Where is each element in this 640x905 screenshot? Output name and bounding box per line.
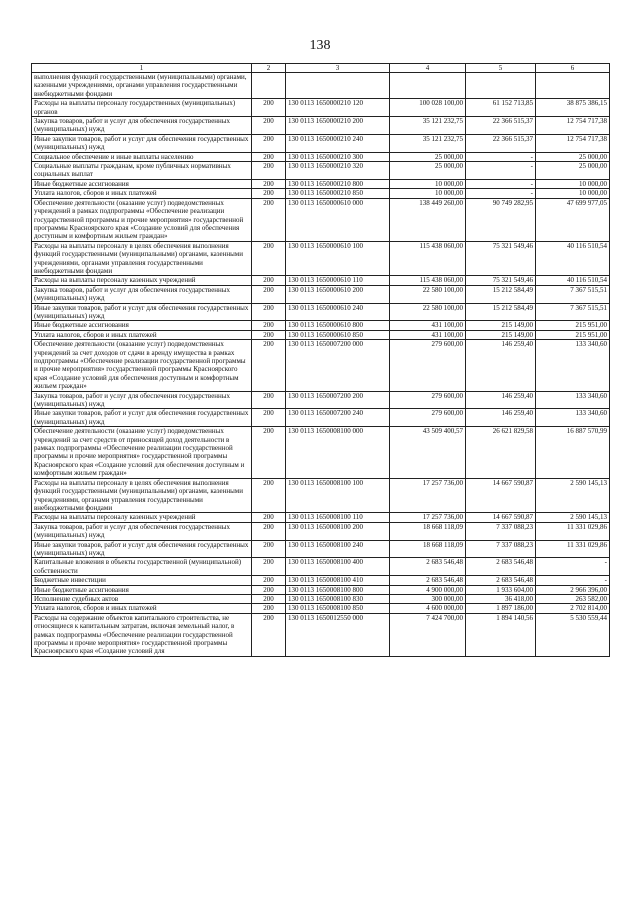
row-executed-amount-cell: 90 749 282,95: [466, 198, 536, 241]
row-name-cell: Социальное обеспечение и иные выплаты населению: [32, 152, 252, 161]
row-assigned-amount-cell: 18 668 118,09: [390, 540, 466, 558]
row-classification-cell: 130 0113 1650008100 400: [286, 558, 390, 576]
row-classification-cell: 130 0113 1650012550 000: [286, 613, 390, 656]
table-row: [32, 99, 610, 117]
row-name-cell: выполнения функций государственными (муниципальными) органами, казенными учреждениями, органами управления государственными внебюджетными фондами: [32, 73, 252, 99]
row-executed-amount-cell: [466, 73, 536, 99]
row-classification-cell: 130 0113 1650008100 000: [286, 427, 390, 478]
row-executed-amount-cell: 26 621 829,58: [466, 427, 536, 478]
row-unexecuted-amount-cell: 47 699 977,05: [536, 198, 610, 241]
table-row: [32, 604, 610, 613]
table-row: [32, 198, 610, 241]
row-unexecuted-amount-cell: 12 754 717,38: [536, 117, 610, 135]
column-header-2: 2: [252, 64, 286, 73]
row-executed-amount-cell: 7 337 088,23: [466, 540, 536, 558]
table-row: [32, 478, 610, 513]
row-code-cell: 200: [252, 594, 286, 603]
row-classification-cell: 130 0113 1650000210 850: [286, 189, 390, 198]
row-unexecuted-amount-cell: 2 590 145,13: [536, 513, 610, 522]
row-executed-amount-cell: 2 683 546,48: [466, 558, 536, 576]
row-unexecuted-amount-cell: 7 367 515,51: [536, 285, 610, 303]
table-row: [32, 558, 610, 576]
row-classification-cell: 130 0113 1650000210 200: [286, 117, 390, 135]
row-name-cell: Закупка товаров, работ и услуг для обеспечения государственных (муниципальных) нужд: [32, 117, 252, 135]
table-row: [32, 73, 610, 99]
row-name-cell: Обеспечение деятельности (оказание услуг) подведомственных учреждений за счет доходов от сдачи в аренду имущества в рамках подпрограммы «Обеспечение реализации государственной программы и прочие мероприятия» государственной программы Красноярского края «Создание условий для обеспечения доступным и комфортным жильем граждан»: [32, 340, 252, 391]
row-assigned-amount-cell: 4 900 000,00: [390, 585, 466, 594]
table-row: [32, 340, 610, 391]
table-row: [32, 513, 610, 522]
row-assigned-amount-cell: 431 100,00: [390, 330, 466, 339]
page-number: 138: [309, 38, 331, 53]
row-classification-cell: 130 0113 1650007200 000: [286, 340, 390, 391]
row-code-cell: 200: [252, 179, 286, 188]
row-assigned-amount-cell: 4 600 000,00: [390, 604, 466, 613]
row-classification-cell: 130 0113 1650008100 850: [286, 604, 390, 613]
row-name-cell: Уплата налогов, сборов и иных платежей: [32, 604, 252, 613]
row-unexecuted-amount-cell: 263 582,00: [536, 594, 610, 603]
row-classification-cell: 130 0113 1650000210 120: [286, 99, 390, 117]
row-assigned-amount-cell: [390, 73, 466, 99]
table-row: [32, 303, 610, 321]
table-row: [32, 409, 610, 427]
row-unexecuted-amount-cell: 133 340,60: [536, 409, 610, 427]
row-unexecuted-amount-cell: 40 116 510,54: [536, 276, 610, 285]
row-executed-amount-cell: 1 894 140,56: [466, 613, 536, 656]
row-assigned-amount-cell: 18 668 118,09: [390, 522, 466, 540]
row-code-cell: 200: [252, 189, 286, 198]
row-assigned-amount-cell: 35 121 232,75: [390, 117, 466, 135]
row-classification-cell: 130 0113 1650000610 240: [286, 303, 390, 321]
row-classification-cell: 130 0113 1650008100 200: [286, 522, 390, 540]
row-code-cell: 200: [252, 478, 286, 513]
row-code-cell: 200: [252, 427, 286, 478]
row-classification-cell: 130 0113 1650000610 850: [286, 330, 390, 339]
row-unexecuted-amount-cell: 5 530 559,44: [536, 613, 610, 656]
row-classification-cell: 130 0113 1650008100 100: [286, 478, 390, 513]
row-assigned-amount-cell: 115 438 060,00: [390, 241, 466, 276]
row-executed-amount-cell: 14 667 590,87: [466, 513, 536, 522]
row-name-cell: Иные закупки товаров, работ и услуг для обеспечения государственных (муниципальных) нужд: [32, 540, 252, 558]
row-code-cell: 200: [252, 585, 286, 594]
table-row: [32, 276, 610, 285]
row-unexecuted-amount-cell: [536, 73, 610, 99]
row-unexecuted-amount-cell: 40 116 510,54: [536, 241, 610, 276]
row-name-cell: Расходы на выплаты персоналу государственных (муниципальных) органов: [32, 99, 252, 117]
row-executed-amount-cell: 1 933 604,00: [466, 585, 536, 594]
row-executed-amount-cell: 75 321 549,46: [466, 276, 536, 285]
row-classification-cell: 130 0113 1650000210 800: [286, 179, 390, 188]
row-name-cell: Расходы на содержание объектов капитального строительства, не относящиеся к капитальным затратам, включая земельный налог, в рамках подпрограммы «Обеспечение реализации государственной программы и прочие мероприятия» государственной программы Красноярского края «Создание условий для: [32, 613, 252, 656]
row-code-cell: 200: [252, 513, 286, 522]
row-code-cell: 200: [252, 409, 286, 427]
table-row: [32, 241, 610, 276]
row-unexecuted-amount-cell: 10 000,00: [536, 189, 610, 198]
row-classification-cell: 130 0113 1650000610 110: [286, 276, 390, 285]
row-classification-cell: 130 0113 1650008100 240: [286, 540, 390, 558]
column-header-4: 4: [390, 64, 466, 73]
column-number-row: [32, 64, 610, 73]
row-code-cell: 200: [252, 613, 286, 656]
table-row: [32, 585, 610, 594]
row-assigned-amount-cell: 43 509 400,57: [390, 427, 466, 478]
row-unexecuted-amount-cell: 11 331 029,86: [536, 540, 610, 558]
row-assigned-amount-cell: 7 424 700,00: [390, 613, 466, 656]
table-row: [32, 117, 610, 135]
row-unexecuted-amount-cell: 2 966 396,00: [536, 585, 610, 594]
row-code-cell: 200: [252, 99, 286, 117]
table-row: [32, 522, 610, 540]
budget-execution-table: [31, 63, 610, 657]
row-code-cell: 200: [252, 162, 286, 180]
row-executed-amount-cell: 14 667 590,87: [466, 478, 536, 513]
row-executed-amount-cell: 7 337 088,23: [466, 522, 536, 540]
row-classification-cell: 130 0113 1650008100 110: [286, 513, 390, 522]
row-name-cell: Иные бюджетные ассигнования: [32, 585, 252, 594]
table-row: [32, 427, 610, 478]
table-row: [32, 152, 610, 161]
row-assigned-amount-cell: 25 000,00: [390, 152, 466, 161]
row-name-cell: Расходы на выплаты персоналу в целях обеспечения выполнения функций государственными (муниципальными) органами, казенными учреждениями, органами управления государственными внебюджетными фондами: [32, 241, 252, 276]
row-assigned-amount-cell: 17 257 736,00: [390, 513, 466, 522]
table-row: [32, 134, 610, 152]
row-executed-amount-cell: 15 212 584,49: [466, 303, 536, 321]
row-classification-cell: 130 0113 1650008100 410: [286, 576, 390, 585]
row-name-cell: Иные бюджетные ассигнования: [32, 321, 252, 330]
row-executed-amount-cell: 36 418,00: [466, 594, 536, 603]
row-classification-cell: 130 0113 1650000610 100: [286, 241, 390, 276]
table-row: [32, 540, 610, 558]
table-row: [32, 576, 610, 585]
row-assigned-amount-cell: 279 600,00: [390, 340, 466, 391]
column-header-5: 5: [466, 64, 536, 73]
row-assigned-amount-cell: 22 580 100,00: [390, 303, 466, 321]
row-code-cell: 200: [252, 152, 286, 161]
row-unexecuted-amount-cell: 133 340,60: [536, 340, 610, 391]
table-row: [32, 321, 610, 330]
row-name-cell: Закупка товаров, работ и услуг для обеспечения государственных (муниципальных) нужд: [32, 391, 252, 409]
row-executed-amount-cell: -: [466, 179, 536, 188]
row-executed-amount-cell: 22 366 515,37: [466, 117, 536, 135]
row-name-cell: Обеспечение деятельности (оказание услуг) подведомственных учреждений за счет средств от приносящей доход деятельности в рамках подпрограммы «Обеспечение реализации государственной программы и прочие мероприятия» государственной программы Красноярского края «Создание условий для обеспечения доступным и комфортным жильем граждан»: [32, 427, 252, 478]
row-classification-cell: 130 0113 1650000610 200: [286, 285, 390, 303]
table-row: [32, 179, 610, 188]
row-unexecuted-amount-cell: 2 590 145,13: [536, 478, 610, 513]
table-row: [32, 594, 610, 603]
row-code-cell: 200: [252, 117, 286, 135]
row-code-cell: 200: [252, 522, 286, 540]
table-row: [32, 189, 610, 198]
row-assigned-amount-cell: 115 438 060,00: [390, 276, 466, 285]
row-code-cell: 200: [252, 321, 286, 330]
row-unexecuted-amount-cell: 25 000,00: [536, 162, 610, 180]
row-name-cell: Расходы на выплаты персоналу в целях обеспечения выполнения функций государственными (муниципальными) органами, казенными учреждениями, органами управления государственными внебюджетными фондами: [32, 478, 252, 513]
row-name-cell: Исполнение судебных актов: [32, 594, 252, 603]
row-executed-amount-cell: -: [466, 152, 536, 161]
row-code-cell: 200: [252, 330, 286, 339]
row-classification-cell: 130 0113 1650007200 240: [286, 409, 390, 427]
table-row: [32, 285, 610, 303]
row-assigned-amount-cell: 22 580 100,00: [390, 285, 466, 303]
row-executed-amount-cell: -: [466, 189, 536, 198]
row-assigned-amount-cell: 35 121 232,75: [390, 134, 466, 152]
row-code-cell: 200: [252, 241, 286, 276]
row-name-cell: Расходы на выплаты персоналу казенных учреждений: [32, 513, 252, 522]
row-code-cell: 200: [252, 576, 286, 585]
row-name-cell: Иные бюджетные ассигнования: [32, 179, 252, 188]
row-name-cell: Обеспечение деятельности (оказание услуг) подведомственных учреждений в рамках подпрограммы «Обеспечение реализации государственной программы и прочие мероприятия» государственной программы Красноярского края «Создание условий для обеспечения доступным и комфортным жильем граждан»: [32, 198, 252, 241]
row-name-cell: Социальные выплаты гражданам, кроме публичных нормативных социальных выплат: [32, 162, 252, 180]
row-code-cell: 200: [252, 198, 286, 241]
row-assigned-amount-cell: 138 449 260,00: [390, 198, 466, 241]
row-unexecuted-amount-cell: -: [536, 576, 610, 585]
row-assigned-amount-cell: 279 600,00: [390, 391, 466, 409]
row-assigned-amount-cell: 25 000,00: [390, 162, 466, 180]
row-unexecuted-amount-cell: 10 000,00: [536, 179, 610, 188]
row-name-cell: Закупка товаров, работ и услуг для обеспечения государственных (муниципальных) нужд: [32, 522, 252, 540]
row-executed-amount-cell: 75 321 549,46: [466, 241, 536, 276]
row-unexecuted-amount-cell: 12 754 717,38: [536, 134, 610, 152]
row-code-cell: 200: [252, 303, 286, 321]
row-unexecuted-amount-cell: 25 000,00: [536, 152, 610, 161]
row-executed-amount-cell: 215 149,00: [466, 321, 536, 330]
row-unexecuted-amount-cell: 16 887 570,99: [536, 427, 610, 478]
row-assigned-amount-cell: 300 000,00: [390, 594, 466, 603]
row-executed-amount-cell: 61 152 713,85: [466, 99, 536, 117]
row-executed-amount-cell: 22 366 515,37: [466, 134, 536, 152]
row-assigned-amount-cell: 2 683 546,48: [390, 576, 466, 585]
row-classification-cell: 130 0113 1650008100 800: [286, 585, 390, 594]
row-name-cell: Иные закупки товаров, работ и услуг для обеспечения государственных (муниципальных) нужд: [32, 303, 252, 321]
row-assigned-amount-cell: 100 028 100,00: [390, 99, 466, 117]
row-name-cell: Иные закупки товаров, работ и услуг для обеспечения государственных (муниципальных) нужд: [32, 134, 252, 152]
row-code-cell: 200: [252, 285, 286, 303]
row-unexecuted-amount-cell: 38 875 386,15: [536, 99, 610, 117]
row-code-cell: 200: [252, 134, 286, 152]
row-classification-cell: 130 0113 1650000210 240: [286, 134, 390, 152]
row-unexecuted-amount-cell: 11 331 029,86: [536, 522, 610, 540]
row-unexecuted-amount-cell: 215 951,00: [536, 321, 610, 330]
column-header-1: 1: [32, 64, 252, 73]
row-executed-amount-cell: 146 259,40: [466, 340, 536, 391]
row-classification-cell: 130 0113 1650008100 830: [286, 594, 390, 603]
row-executed-amount-cell: 215 149,00: [466, 330, 536, 339]
column-header-3: 3: [286, 64, 390, 73]
row-assigned-amount-cell: 2 683 546,48: [390, 558, 466, 576]
row-code-cell: 200: [252, 391, 286, 409]
row-classification-cell: [286, 73, 390, 99]
table-row: [32, 330, 610, 339]
column-header-6: 6: [536, 64, 610, 73]
row-executed-amount-cell: -: [466, 162, 536, 180]
table-row: [32, 613, 610, 656]
row-executed-amount-cell: 2 683 546,48: [466, 576, 536, 585]
row-executed-amount-cell: 1 897 186,00: [466, 604, 536, 613]
row-name-cell: Уплата налогов, сборов и иных платежей: [32, 330, 252, 339]
row-executed-amount-cell: 15 212 584,49: [466, 285, 536, 303]
row-assigned-amount-cell: 431 100,00: [390, 321, 466, 330]
row-code-cell: [252, 73, 286, 99]
row-assigned-amount-cell: 279 600,00: [390, 409, 466, 427]
row-classification-cell: 130 0113 1650000610 800: [286, 321, 390, 330]
row-executed-amount-cell: 146 259,40: [466, 391, 536, 409]
row-code-cell: 200: [252, 558, 286, 576]
row-name-cell: Закупка товаров, работ и услуг для обеспечения государственных (муниципальных) нужд: [32, 285, 252, 303]
table-row: [32, 391, 610, 409]
row-classification-cell: 130 0113 1650007200 200: [286, 391, 390, 409]
row-unexecuted-amount-cell: 133 340,60: [536, 391, 610, 409]
row-code-cell: 200: [252, 276, 286, 285]
row-name-cell: Иные закупки товаров, работ и услуг для обеспечения государственных (муниципальных) нужд: [32, 409, 252, 427]
row-code-cell: 200: [252, 340, 286, 391]
row-classification-cell: 130 0113 1650000610 000: [286, 198, 390, 241]
row-name-cell: Бюджетные инвестиции: [32, 576, 252, 585]
row-classification-cell: 130 0113 1650000210 320: [286, 162, 390, 180]
row-unexecuted-amount-cell: 7 367 515,51: [536, 303, 610, 321]
table-body: [32, 73, 610, 657]
row-unexecuted-amount-cell: 2 702 814,00: [536, 604, 610, 613]
row-unexecuted-amount-cell: -: [536, 558, 610, 576]
row-name-cell: Расходы на выплаты персоналу казенных учреждений: [32, 276, 252, 285]
table-row: [32, 162, 610, 180]
row-assigned-amount-cell: 17 257 736,00: [390, 478, 466, 513]
row-code-cell: 200: [252, 540, 286, 558]
row-name-cell: Уплата налогов, сборов и иных платежей: [32, 189, 252, 198]
row-assigned-amount-cell: 10 000,00: [390, 189, 466, 198]
row-classification-cell: 130 0113 1650000210 300: [286, 152, 390, 161]
row-name-cell: Капитальные вложения в объекты государственной (муниципальной) собственности: [32, 558, 252, 576]
row-assigned-amount-cell: 10 000,00: [390, 179, 466, 188]
row-code-cell: 200: [252, 604, 286, 613]
row-unexecuted-amount-cell: 215 951,00: [536, 330, 610, 339]
row-executed-amount-cell: 146 259,40: [466, 409, 536, 427]
